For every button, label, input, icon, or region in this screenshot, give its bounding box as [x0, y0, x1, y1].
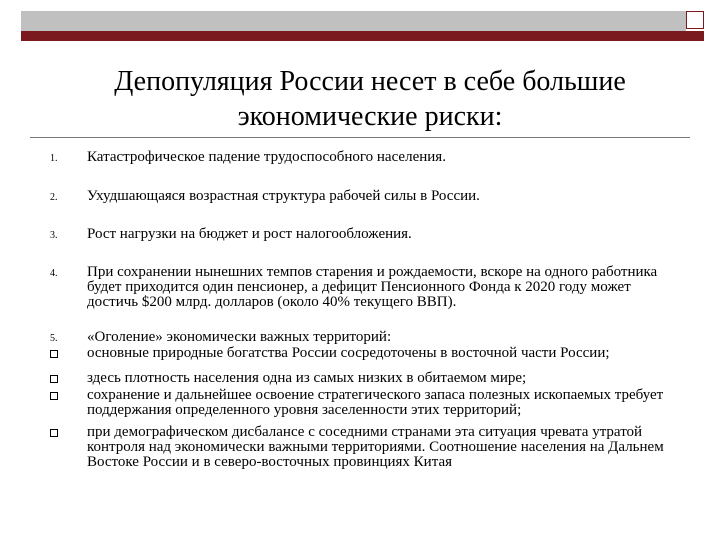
- title-divider: [30, 137, 690, 138]
- title-line-1: Депопуляция России несет в себе большие: [114, 66, 626, 97]
- square-bullet-icon: [50, 392, 58, 400]
- square-bullet-icon: [50, 429, 58, 437]
- sub-item-text: сохранение и дальнейшее освоение стратегического запаса полезных ископаемых требует поддержания определенного уровня заселенности этих территорий;: [87, 387, 664, 418]
- list-number: 1.: [50, 153, 58, 164]
- list-item-text: «Оголение» экономически важных территорий:: [87, 329, 392, 345]
- slide-title: [60, 64, 680, 134]
- corner-decoration: [686, 11, 706, 41]
- header-accent-bar: [21, 31, 686, 41]
- list-item-text: Катастрофическое падение трудоспособного населения.: [87, 149, 446, 165]
- corner-square-outline: [686, 11, 704, 29]
- sub-item-text: основные природные богатства России сосредоточены в восточной части России;: [87, 345, 610, 361]
- list-number: 5.: [50, 333, 58, 344]
- sub-item-text: здесь плотность населения одна из самых низких в обитаемом мире;: [87, 370, 527, 386]
- square-bullet-icon: [50, 350, 58, 358]
- sub-item-text: при демографическом дисбалансе с соседними странами эта ситуация чревата утратой контроля над экономически важными территориями. Соотношение населения на Дальнем Востоке России и в северо-восточных провинциях Китая: [87, 424, 664, 470]
- title-line-2: экономические риски:: [237, 101, 503, 132]
- list-number: 4.: [50, 268, 58, 279]
- square-bullet-icon: [50, 375, 58, 383]
- list-item-text: Рост нагрузки на бюджет и рост налогообложения.: [87, 226, 412, 242]
- list-item-text: Ухудшающаяся возрастная структура рабочей силы в России.: [87, 188, 480, 204]
- list-number: 3.: [50, 230, 58, 241]
- corner-square-filled: [686, 31, 704, 41]
- list-number: 2.: [50, 192, 58, 203]
- list-item-text: При сохранении нынешних темпов старения и рождаемости, вскоре на одного работника будет приходится один пенсионер, а дефицит Пенсионного Фонда к 2020 году может достичь $200 млрд. долларов (около 40% текущего ВВП).: [87, 264, 658, 310]
